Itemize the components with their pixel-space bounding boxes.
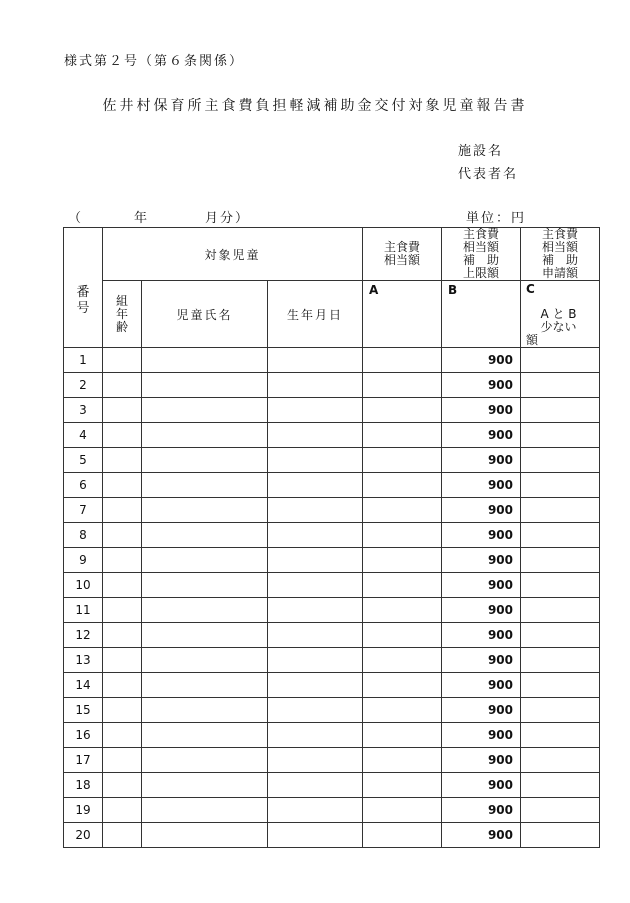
col-b-letter: B <box>442 281 521 348</box>
table-row <box>64 648 600 673</box>
col-a-cell[interactable] <box>363 573 442 598</box>
row-number: 8 <box>64 523 103 548</box>
col-a-cell[interactable] <box>363 748 442 773</box>
col-b-limit-cell: 900 <box>442 823 521 848</box>
col_c_lines-line: 補 助 <box>541 253 578 267</box>
child-name-cell[interactable] <box>142 548 268 573</box>
table-row <box>64 573 600 598</box>
period-open: （ <box>68 211 82 226</box>
birthdate-cell[interactable] <box>268 473 363 498</box>
number-line: 号 <box>76 300 90 316</box>
col-c-cell[interactable] <box>521 623 600 648</box>
age-class-cell[interactable] <box>103 823 142 848</box>
child-name-cell[interactable] <box>142 598 268 623</box>
col_b_lines-line: 上限額 <box>462 266 499 280</box>
child-name-cell[interactable] <box>142 448 268 473</box>
birthdate-cell[interactable] <box>268 398 363 423</box>
report-table <box>63 227 600 848</box>
age-class-cell[interactable] <box>103 773 142 798</box>
row-number: 13 <box>64 648 103 673</box>
col-b-header <box>442 228 521 281</box>
col-a-cell[interactable] <box>363 698 442 723</box>
age-class-cell[interactable] <box>103 398 142 423</box>
col_c_lines-line: 申請額 <box>541 266 578 280</box>
age-class-cell[interactable] <box>103 548 142 573</box>
col_c_lines-line: 主食費 <box>541 227 578 241</box>
col-b-limit-cell: 900 <box>442 373 521 398</box>
col-b-limit-cell: 900 <box>442 598 521 623</box>
birthdate-cell[interactable] <box>268 423 363 448</box>
table-row <box>64 723 600 748</box>
row-number: 16 <box>64 723 103 748</box>
col-b-limit-cell: 900 <box>442 798 521 823</box>
col-c-cell[interactable] <box>521 398 600 423</box>
birthdate-cell[interactable] <box>268 548 363 573</box>
col-c-cell[interactable] <box>521 348 600 373</box>
col_c_lines-line: 相当額 <box>541 240 578 254</box>
table-row <box>64 523 600 548</box>
col-c-cell[interactable] <box>521 523 600 548</box>
col-a-cell[interactable] <box>363 723 442 748</box>
number-line: 番 <box>76 284 90 300</box>
table-row <box>64 373 600 398</box>
age-class-cell[interactable] <box>103 373 142 398</box>
age-class-cell[interactable] <box>103 648 142 673</box>
age-class-cell[interactable] <box>103 448 142 473</box>
col_a_lines-line: 相当額 <box>383 253 420 267</box>
birthdate-cell[interactable] <box>268 698 363 723</box>
row-number: 10 <box>64 573 103 598</box>
age-class-cell[interactable] <box>103 498 142 523</box>
age-class-cell[interactable] <box>103 723 142 748</box>
row-number: 19 <box>64 798 103 823</box>
row-number: 5 <box>64 448 103 473</box>
col-b-limit-cell: 900 <box>442 398 521 423</box>
period-month-label: 月分） <box>205 211 251 226</box>
row-number: 11 <box>64 598 103 623</box>
table-row <box>64 448 600 473</box>
col-a-cell[interactable] <box>363 523 442 548</box>
col-a-cell[interactable] <box>363 598 442 623</box>
col-c-letter: C <box>526 282 535 296</box>
birthdate-cell[interactable] <box>268 598 363 623</box>
row-number: 20 <box>64 823 103 848</box>
table-row <box>64 623 600 648</box>
table-row <box>64 798 600 823</box>
age_class-line: 組 <box>115 293 128 308</box>
col-c-cell[interactable] <box>521 473 600 498</box>
col-c-cell[interactable] <box>521 823 600 848</box>
col-b-limit-cell: 900 <box>442 723 521 748</box>
age_class-line: 年 <box>115 306 128 321</box>
col-b-limit-cell: 900 <box>442 423 521 448</box>
col-a-cell[interactable] <box>363 623 442 648</box>
col_b_lines-line: 補 助 <box>462 253 499 267</box>
age-class-cell[interactable] <box>103 473 142 498</box>
age-class-cell[interactable] <box>103 623 142 648</box>
birthdate-cell[interactable] <box>268 498 363 523</box>
age-class-cell[interactable] <box>103 573 142 598</box>
col-c-cell[interactable] <box>521 773 600 798</box>
child-name-cell[interactable] <box>142 498 268 523</box>
col-c-cell[interactable] <box>521 373 600 398</box>
col-b-limit-cell: 900 <box>442 648 521 673</box>
table-row <box>64 498 600 523</box>
birthdate-cell[interactable] <box>268 623 363 648</box>
col-c-note-line: 少ない <box>540 320 577 334</box>
row-number: 2 <box>64 373 103 398</box>
age-class-cell[interactable] <box>103 698 142 723</box>
row-number: 9 <box>64 548 103 573</box>
table-row <box>64 598 600 623</box>
child-name-cell[interactable] <box>142 773 268 798</box>
row-number: 14 <box>64 673 103 698</box>
col-a-cell[interactable] <box>363 373 442 398</box>
col-c-cell[interactable] <box>521 448 600 473</box>
col-b-limit-cell: 900 <box>442 548 521 573</box>
col-c-cell[interactable] <box>521 573 600 598</box>
birthdate-cell[interactable] <box>268 573 363 598</box>
child-name-cell[interactable] <box>142 623 268 648</box>
age-class-cell[interactable] <box>103 798 142 823</box>
page-title: 佐井村保育所主食費負担軽減補助金交付対象児童報告書 <box>102 98 528 114</box>
child-name-cell[interactable] <box>142 723 268 748</box>
table-row <box>64 773 600 798</box>
age-class-cell[interactable] <box>103 423 142 448</box>
birthdate-cell[interactable] <box>268 648 363 673</box>
col-c-cell[interactable] <box>521 498 600 523</box>
table-row <box>64 748 600 773</box>
col-a-cell[interactable] <box>363 448 442 473</box>
facility-label: 施設名 <box>458 144 504 159</box>
table-row <box>64 348 600 373</box>
age-class-cell[interactable] <box>103 748 142 773</box>
col-c-cell[interactable] <box>521 698 600 723</box>
col-c-cell[interactable] <box>521 548 600 573</box>
row-number: 15 <box>64 698 103 723</box>
col-b-limit-cell: 900 <box>442 348 521 373</box>
birthdate-cell[interactable] <box>268 798 363 823</box>
col_b_lines-line: 主食費 <box>462 227 499 241</box>
target-children-header: 対象児童 <box>103 228 363 281</box>
age_class-line: 齢 <box>115 319 128 334</box>
child-name-cell[interactable] <box>142 823 268 848</box>
representative-label: 代表者名 <box>458 167 519 182</box>
row-number: 4 <box>64 423 103 448</box>
col_b_lines-line: 相当額 <box>462 240 499 254</box>
row-number: 18 <box>64 773 103 798</box>
col-c-cell[interactable] <box>521 723 600 748</box>
age-class-cell[interactable] <box>103 523 142 548</box>
col-b-limit-cell: 900 <box>442 448 521 473</box>
col-a-cell[interactable] <box>363 548 442 573</box>
table-row <box>64 698 600 723</box>
col-c-cell[interactable] <box>521 423 600 448</box>
birthdate-cell[interactable] <box>268 348 363 373</box>
col-c-cell[interactable] <box>521 598 600 623</box>
age-class-header <box>103 281 142 348</box>
child-name-cell[interactable] <box>142 398 268 423</box>
col-c-letter-cell <box>521 281 600 348</box>
child-name-cell[interactable] <box>142 348 268 373</box>
birthdate-cell[interactable] <box>268 523 363 548</box>
col-b-limit-cell: 900 <box>442 773 521 798</box>
col-a-cell[interactable] <box>363 648 442 673</box>
col-c-cell[interactable] <box>521 673 600 698</box>
col-b-limit-cell: 900 <box>442 748 521 773</box>
col-b-limit-cell: 900 <box>442 573 521 598</box>
row-number: 17 <box>64 748 103 773</box>
form-number: 様式第２号（第６条関係） <box>64 54 245 69</box>
birthdate-cell[interactable] <box>268 673 363 698</box>
child-name-cell[interactable] <box>142 573 268 598</box>
col-c-note-line: A と B <box>540 307 577 321</box>
col_a_lines-line: 主食費 <box>383 240 420 254</box>
col-b-limit-cell: 900 <box>442 698 521 723</box>
birthdate-cell[interactable] <box>268 773 363 798</box>
age-class-cell[interactable] <box>103 673 142 698</box>
unit-label: 単位：円 <box>466 211 527 226</box>
birthdate-cell[interactable] <box>268 723 363 748</box>
period-year-label: 年 <box>134 211 148 226</box>
col-b-limit-cell: 900 <box>442 673 521 698</box>
child-name-cell[interactable] <box>142 798 268 823</box>
table-row <box>64 673 600 698</box>
age-class-cell[interactable] <box>103 348 142 373</box>
table-row <box>64 548 600 573</box>
col-a-cell[interactable] <box>363 673 442 698</box>
child-name-cell[interactable] <box>142 523 268 548</box>
row-number: 12 <box>64 623 103 648</box>
col-b-limit-cell: 900 <box>442 523 521 548</box>
row-number: 1 <box>64 348 103 373</box>
col-c-note-line: 額 <box>526 333 539 347</box>
col-a-cell[interactable] <box>363 823 442 848</box>
child-name-cell[interactable] <box>142 698 268 723</box>
birthdate-cell[interactable] <box>268 373 363 398</box>
child-name-cell[interactable] <box>142 423 268 448</box>
child-name-cell[interactable] <box>142 748 268 773</box>
child-name-header: 児童氏名 <box>142 281 268 348</box>
col-a-cell[interactable] <box>363 773 442 798</box>
child-name-cell[interactable] <box>142 473 268 498</box>
birthdate-cell[interactable] <box>268 748 363 773</box>
col-c-header <box>521 228 600 281</box>
col-a-cell[interactable] <box>363 473 442 498</box>
child-name-cell[interactable] <box>142 648 268 673</box>
col-a-cell[interactable] <box>363 798 442 823</box>
table-row <box>64 823 600 848</box>
age-class-cell[interactable] <box>103 598 142 623</box>
col-a-header <box>363 228 442 281</box>
row-number: 3 <box>64 398 103 423</box>
col-a-cell[interactable] <box>363 498 442 523</box>
col-a-letter: A <box>363 281 442 348</box>
table-row <box>64 423 600 448</box>
col-c-cell[interactable] <box>521 798 600 823</box>
table-row <box>64 398 600 423</box>
col-c-cell[interactable] <box>521 648 600 673</box>
table-row <box>64 473 600 498</box>
child-name-cell[interactable] <box>142 373 268 398</box>
col-c-cell[interactable] <box>521 748 600 773</box>
col-a-cell[interactable] <box>363 348 442 373</box>
birthdate-cell[interactable] <box>268 448 363 473</box>
col-a-cell[interactable] <box>363 398 442 423</box>
birthdate-header: 生年月日 <box>268 281 363 348</box>
row-number: 7 <box>64 498 103 523</box>
col-b-limit-cell: 900 <box>442 473 521 498</box>
col-b-limit-cell: 900 <box>442 623 521 648</box>
number-header <box>64 228 103 348</box>
col-b-limit-cell: 900 <box>442 498 521 523</box>
row-number: 6 <box>64 473 103 498</box>
col-a-cell[interactable] <box>363 423 442 448</box>
birthdate-cell[interactable] <box>268 823 363 848</box>
child-name-cell[interactable] <box>142 673 268 698</box>
